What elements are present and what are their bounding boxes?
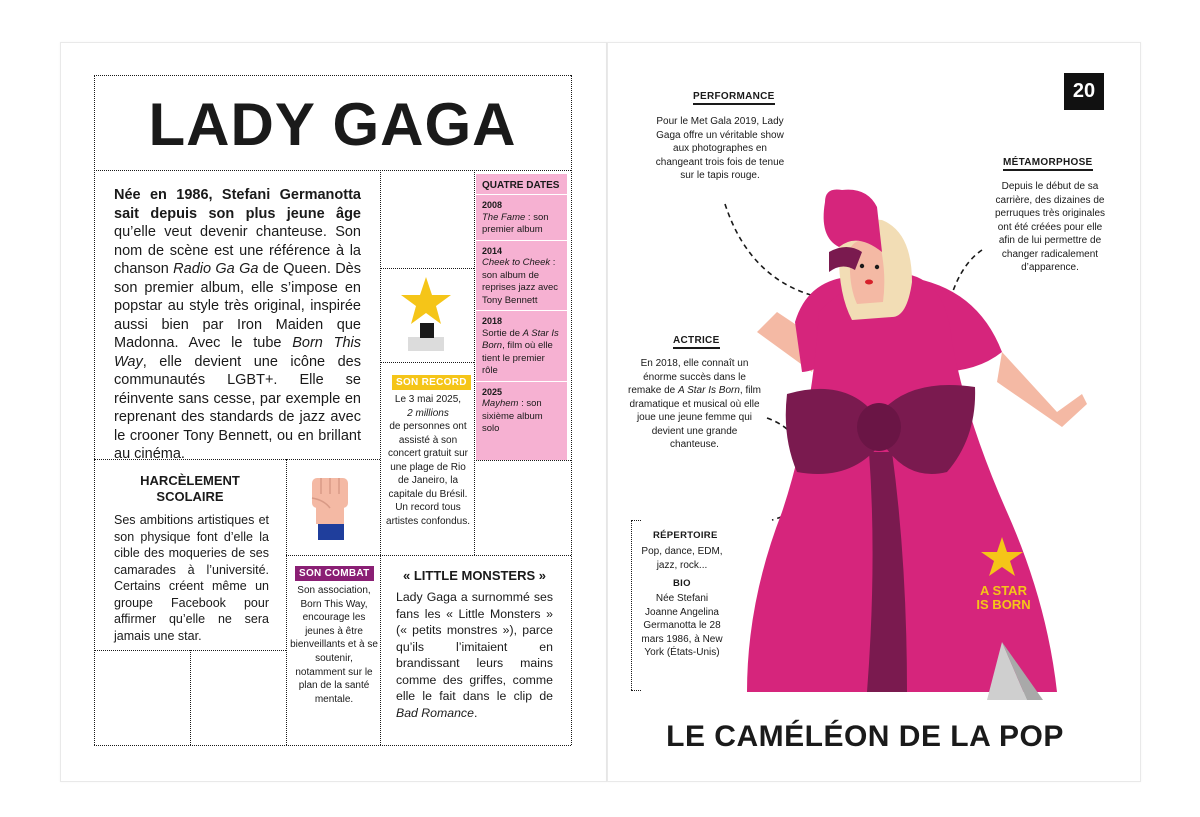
- date-text: , film où elle tient le premier rôle: [482, 340, 553, 376]
- performance-label-text: PERFORMANCE: [693, 91, 775, 105]
- date-text: : son premier album: [482, 211, 549, 235]
- date-entry: [476, 241, 567, 312]
- metamorphose-label-text: MÉTAMORPHOSE: [1003, 157, 1093, 171]
- date-text: : son album de reprises jazz avec Tony Bennett: [482, 257, 559, 306]
- record-text-italic: 2 millions: [407, 407, 449, 419]
- intro-text-1: qu’elle veut devenir chanteuse. Son nom de scène est une référence à la chanson: [114, 224, 361, 277]
- date-italic: The Fame: [482, 211, 526, 223]
- record-text-1: Le 3 mai 2025,: [394, 394, 462, 405]
- combat-text: Son association, Born This Way, encourage les jeunes à être bienveillants et à se soutenir, notamment sur le plan de la santé mentale.: [290, 585, 378, 705]
- page-title: LADY GAGA: [148, 91, 517, 158]
- record-tag: SON RECORD: [392, 375, 471, 390]
- star-born-line-2: IS BORN: [976, 597, 1031, 612]
- actrice-label-text: ACTRICE: [673, 335, 720, 349]
- intro-italic-2: Born This Way: [114, 335, 361, 370]
- performance-text: Pour le Met Gala 2019, Lady Gaga offre un véritable show aux photographes en changeant trois fois de tenue sur le tapis rouge.: [655, 116, 785, 181]
- record-text-2: de personnes ont assisté à son concert gratuit sur une plage de Rio de Janeiro, la capitale du Brésil. Un record tous artistes confondus.: [386, 421, 470, 527]
- date-year: 2008: [482, 200, 503, 210]
- bottom-title: LE CAMÉLÉON DE LA POP: [666, 720, 1064, 753]
- date-pre: Sortie de: [482, 327, 523, 339]
- star-born-line-1: A STAR: [980, 583, 1027, 598]
- bio-label: BIO: [673, 578, 691, 589]
- monsters-text-1: Lady Gaga a surnommé ses fans les « Little Monsters » (« petits monstres »), parce qu’ils l’imitaient en brandissant leurs mains comme des griffes, comme elle le fait dans le clip de: [396, 590, 553, 703]
- bio-text: Née Stefani Joanne Angelina Germanotta le 28 mars 1986, à New York (États-Unis): [641, 593, 723, 658]
- date-italic: Cheek to Cheek: [482, 257, 551, 268]
- intro-paragraph: [114, 186, 361, 464]
- harcelement-heading: HARCÈLEMENT SCOLAIRE: [140, 473, 240, 504]
- date-entry: [476, 311, 567, 382]
- date-italic: A Star Is Born: [482, 327, 559, 351]
- illustration: [607, 42, 1139, 780]
- raised-fist-icon: [306, 470, 354, 542]
- repertoire-label: RÉPERTOIRE: [653, 530, 718, 541]
- figure: [747, 190, 1087, 701]
- actrice-text-2: , film dramatique et musical où elle joue une jeune femme qui devient une grande chanteuse.: [629, 385, 762, 450]
- intro-text-2: de Queen. Dès son premier album, elle s’impose en popstar au style très original, inspirée aussi bien par Iron Maiden que Madonna. Avec le tube: [114, 261, 361, 351]
- date-entry: [476, 195, 567, 241]
- actrice-text-1: En 2018, elle connaît un énorme succès dans le remake de: [628, 358, 749, 396]
- record-text: [386, 393, 470, 528]
- dates-box: [476, 174, 567, 460]
- intro-bold: Née en 1986, Stefani Germanotta sait depuis son plus jeune âge: [114, 187, 361, 222]
- date-year: 2014: [482, 245, 503, 256]
- monsters-text-2: .: [473, 705, 478, 720]
- monsters-text: [396, 589, 553, 721]
- actrice-text-italic: A Star Is Born: [678, 385, 740, 396]
- date-text: : son sixième album solo: [482, 398, 543, 434]
- star-trophy-icon: [398, 275, 454, 355]
- date-year: 2025: [482, 386, 503, 397]
- intro-text-3: , elle devient une icône des communautés LGBT+. Elle se réinvente sans cesse, par exemple en reprenant des standards de jazz avec le crooner Tony Bennett, ou en brillant au cinéma.: [114, 353, 361, 462]
- monsters-heading: « LITTLE MONSTERS »: [402, 568, 546, 583]
- metamorphose-text: Depuis le début de sa carrière, des dizaines de perruques très originales ont été créées pour elle afin de lui permettre de changer radicalement d’apparence.: [994, 181, 1106, 273]
- page-number: 20: [1064, 73, 1104, 110]
- date-year: 2018: [482, 316, 503, 326]
- dates-heading: QUATRE DATES: [476, 174, 567, 195]
- intro-italic-1: Radio Ga Ga: [173, 261, 259, 277]
- harcelement-text: Ses ambitions artistiques et son physique font d’elle la cible des moqueries de ses camarades à l’université. Certains créent même un groupe Facebook pour affirmer qu’elle ne sera jamais une star.: [114, 513, 269, 643]
- combat-tag: SON COMBAT: [295, 566, 374, 581]
- date-italic: Mayhem: [482, 398, 519, 409]
- repertoire-text: Pop, dance, EDM, jazz, rock...: [641, 546, 723, 571]
- monsters-text-italic: Bad Romance: [396, 705, 474, 720]
- date-entry: [476, 382, 567, 439]
